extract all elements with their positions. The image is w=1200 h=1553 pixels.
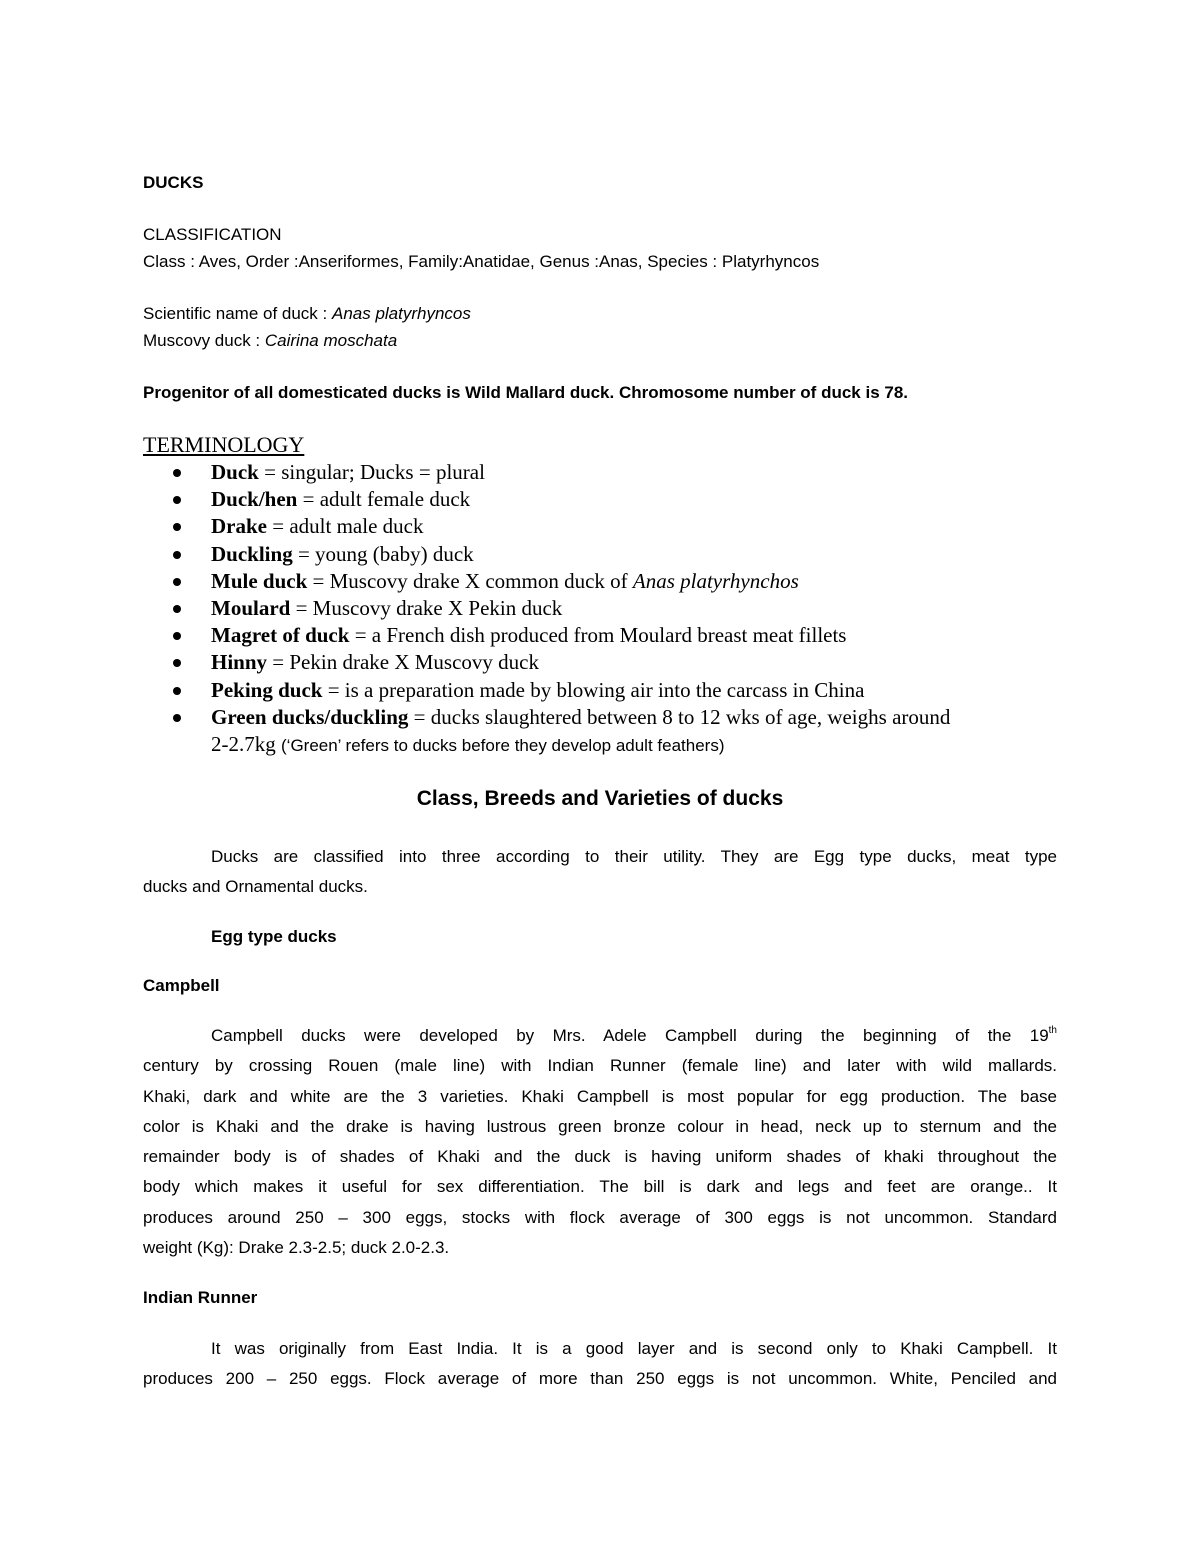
terminology-heading: TERMINOLOGY (143, 432, 305, 457)
bullet-icon (173, 578, 181, 586)
paragraph-line: ducks and Ornamental ducks. (143, 877, 368, 897)
term: Duckling (211, 541, 293, 566)
muscovy-line (143, 331, 397, 351)
campbell-paragraph (143, 1021, 1057, 1263)
classification-text: Class : Aves, Order :Anseriformes, Family:Anatidae, Genus :Anas, Species : Platyrhyncos (143, 252, 820, 271)
muscovy-label: Muscovy duck : (143, 331, 265, 350)
bullet-icon (173, 687, 181, 695)
terminology-continuation (211, 732, 725, 757)
progenitor-statement: Progenitor of all domesticated ducks is Wild Mallard duck. Chromosome number of duck is 78. (143, 383, 908, 402)
scientific-name-label: Scientific name of duck : (143, 304, 332, 323)
bullet-icon (173, 551, 181, 559)
term: Mule duck (211, 568, 308, 593)
indian-runner-paragraph (143, 1334, 1057, 1395)
definition: = a French dish produced from Moulard breast meat fillets (349, 623, 847, 648)
intro-paragraph (143, 842, 1057, 903)
superscript: th (1048, 1025, 1057, 1036)
term: Peking duck (211, 677, 323, 702)
paragraph-line: It was originally from East India. It is a good layer and is second only to Khaki Campbell. It (211, 1339, 1057, 1358)
scientific-name-value: Anas platyrhyncos (331, 304, 471, 323)
paragraph-line: Ducks are classified into three according to their utility. They are Egg type ducks, meat type (211, 847, 1057, 866)
term: Moulard (211, 595, 291, 620)
document-title: DUCKS (143, 173, 204, 192)
bullet-icon (173, 496, 181, 504)
scientific-name-line (143, 304, 471, 324)
term: Drake (211, 514, 267, 539)
term: Hinny (211, 650, 268, 675)
list-item (173, 513, 950, 540)
paragraph-line: produces 200 – 250 eggs. Flock average of more than 250 eggs is not uncommon. White, Penciled and (143, 1369, 1057, 1389)
term: Green ducks/duckling (211, 704, 409, 729)
line-text: Campbell ducks were developed by Mrs. Adele Campbell during the beginning of the 19 (211, 1026, 1049, 1045)
bullet-icon (173, 632, 181, 640)
paragraph-line: Khaki, dark and white are the 3 varieties. Khaki Campbell is most popular for egg production. The base (143, 1086, 1057, 1106)
definition-italic: Anas platyrhynchos (632, 568, 799, 593)
bullet-icon (173, 523, 181, 531)
indian-runner-heading: Indian Runner (143, 1288, 258, 1307)
list-item (173, 649, 950, 676)
definition: = adult male duck (267, 514, 424, 539)
bullet-icon (173, 469, 181, 477)
egg-type-heading: Egg type ducks (211, 927, 337, 946)
list-item (173, 459, 950, 486)
terminology-list (173, 459, 950, 731)
definition: = Pekin drake X Muscovy duck (267, 650, 539, 675)
bullet-icon (173, 605, 181, 613)
definition: = Muscovy drake X common duck of (307, 568, 633, 593)
continuation-note: (‘Green’ refers to ducks before they develop adult feathers) (281, 736, 725, 755)
muscovy-value: Cairina moschata (264, 331, 398, 350)
list-item (173, 486, 950, 513)
list-item (173, 704, 950, 731)
bullet-icon (173, 659, 181, 667)
list-item (173, 568, 950, 595)
definition: = is a preparation made by blowing air into the carcass in China (322, 677, 865, 702)
list-item (173, 622, 950, 649)
list-item (173, 541, 950, 568)
paragraph-line: produces around 250 – 300 eggs, stocks with flock average of 300 eggs is not uncommon. Standard (143, 1207, 1057, 1227)
paragraph-line: remainder body is of shades of Khaki and the duck is having uniform shades of khaki throughout the (143, 1147, 1057, 1167)
paragraph-line: color is Khaki and the drake is having lustrous green bronze colour in head, neck up to sternum and the (143, 1116, 1057, 1136)
section-title: Class, Breeds and Varieties of ducks (416, 787, 784, 810)
definition: = adult female duck (297, 487, 471, 512)
list-item (173, 595, 950, 622)
bullet-icon (173, 714, 181, 722)
classification-label: CLASSIFICATION (143, 225, 282, 244)
term: Duck (211, 460, 259, 484)
definition: = Muscovy drake X Pekin duck (290, 595, 563, 620)
paragraph-line: weight (Kg): Drake 2.3-2.5; duck 2.0-2.3. (143, 1238, 450, 1258)
term: Duck/hen (211, 487, 298, 512)
paragraph-line (143, 1021, 1057, 1051)
definition: = young (baby) duck (292, 541, 474, 566)
term: Magret of duck (211, 623, 350, 648)
paragraph-line: century by crossing Rouen (male line) with Indian Runner (female line) and later with wild mallards. (143, 1056, 1057, 1076)
paragraph-line: body which makes it useful for sex differentiation. The bill is dark and legs and feet are orange.. It (143, 1177, 1057, 1197)
continuation-weight: 2-2.7kg (211, 732, 281, 756)
campbell-heading: Campbell (143, 976, 220, 995)
list-item (173, 677, 950, 704)
definition: = singular; Ducks = plural (258, 460, 485, 484)
definition: = ducks slaughtered between 8 to 12 wks of age, weighs around (408, 704, 951, 729)
